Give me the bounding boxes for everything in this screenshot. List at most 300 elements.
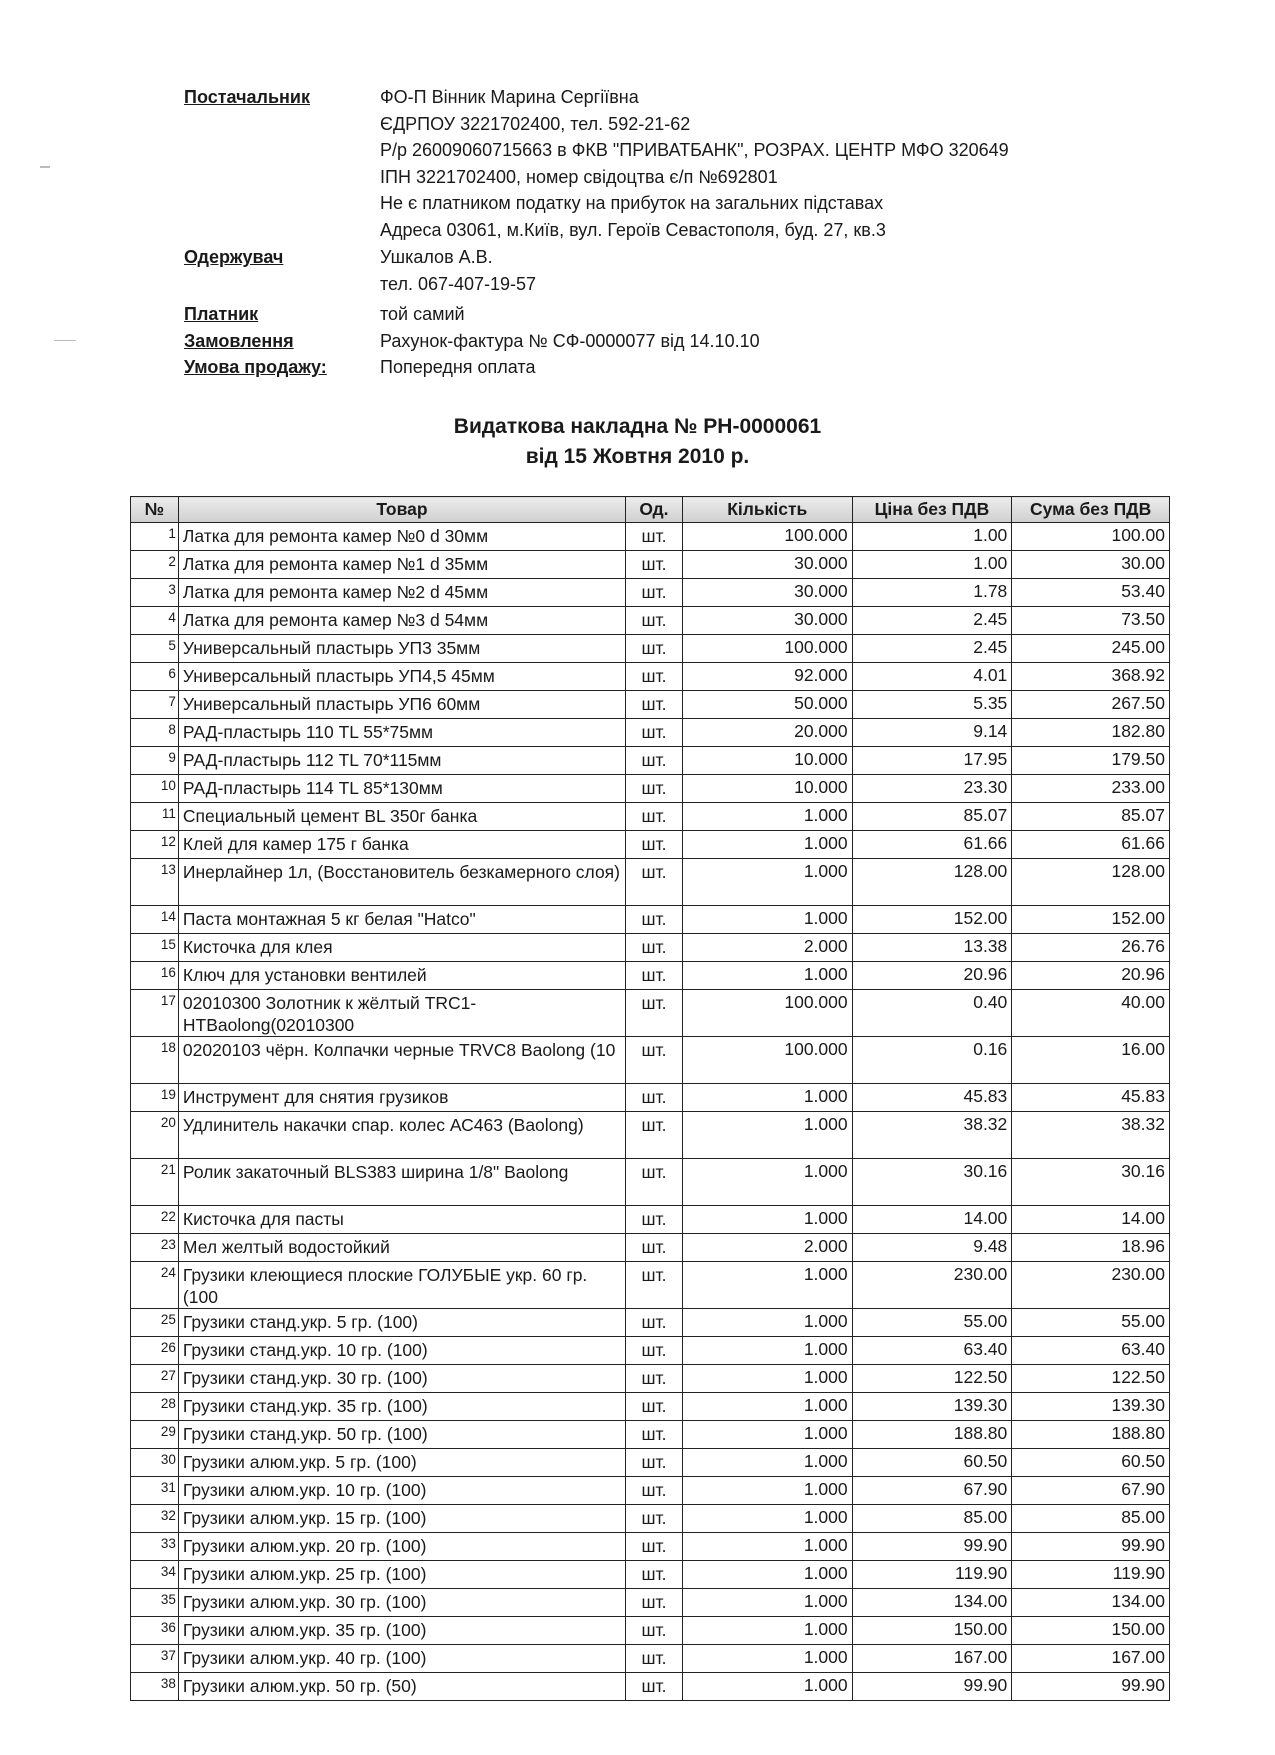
row-price: 13.38 [852,934,1012,962]
row-price: 38.32 [852,1112,1012,1159]
row-goods-name: РАД-пластырь 114 TL 85*130мм [178,775,625,803]
order-value: Рахунок-фактура № СФ-0000077 від 14.10.10 [380,330,760,351]
table-row [131,1477,1170,1505]
row-number: 24 [131,1262,179,1309]
row-number: 27 [131,1365,179,1393]
table-row [131,1262,1170,1309]
scan-mark [40,166,50,168]
row-number: 1 [131,523,179,551]
row-goods-name: Грузики станд.укр. 30 гр. (100) [178,1365,625,1393]
row-sum: 230.00 [1012,1262,1170,1309]
row-quantity: 1.000 [682,1262,852,1309]
row-number: 6 [131,663,179,691]
row-number: 36 [131,1617,179,1645]
terms-label: Умова продажу: [184,357,327,377]
row-number: 9 [131,747,179,775]
order-label: Замовлення [184,330,294,351]
row-goods-name: Универсальный пластырь УП6 60мм [178,691,625,719]
table-row [131,1337,1170,1365]
row-sum: 38.32 [1012,1112,1170,1159]
row-unit: шт. [625,1309,682,1337]
recipient-line: Ушкалов А.В. [380,247,493,267]
row-goods-name: Универсальный пластырь УП3 35мм [178,635,625,663]
row-number: 19 [131,1084,179,1112]
row-price: 0.16 [852,1037,1012,1084]
supplier-line: Адреса 03061, м.Київ, вул. Героїв Севастополя, буд. 27, кв.3 [380,219,886,240]
row-quantity: 100.000 [682,990,852,1037]
row-quantity: 30.000 [682,579,852,607]
row-price: 2.45 [852,607,1012,635]
row-goods-name: Клей для камер 175 г банка [178,831,625,859]
row-price: 134.00 [852,1589,1012,1617]
row-price: 20.96 [852,962,1012,990]
row-sum: 61.66 [1012,831,1170,859]
row-number: 29 [131,1421,179,1449]
title-date: від 15 Жовтня 2010 р. [525,445,750,468]
row-sum: 18.96 [1012,1234,1170,1262]
row-goods-name: Мел желтый водостойкий [178,1234,625,1262]
row-goods-name: Грузики станд.укр. 50 гр. (100) [178,1421,625,1449]
row-sum: 85.00 [1012,1505,1170,1533]
row-unit: шт. [625,635,682,663]
terms-block [184,354,1184,381]
row-unit: шт. [625,1589,682,1617]
row-unit: шт. [625,663,682,691]
row-price: 55.00 [852,1309,1012,1337]
row-unit: шт. [625,1421,682,1449]
row-unit: шт. [625,1084,682,1112]
row-quantity: 1.000 [682,1421,852,1449]
row-unit: шт. [625,1645,682,1673]
row-goods-name: 02020103 чёрн. Колпачки черные TRVC8 Baolong (10 [178,1037,625,1084]
table-row [131,1533,1170,1561]
row-price: 119.90 [852,1561,1012,1589]
row-sum: 134.00 [1012,1589,1170,1617]
row-number: 5 [131,635,179,663]
row-quantity: 50.000 [682,691,852,719]
row-unit: шт. [625,1159,682,1206]
row-price: 30.16 [852,1159,1012,1206]
row-quantity: 1.000 [682,962,852,990]
row-quantity: 1.000 [682,1159,852,1206]
table-row [131,990,1170,1037]
table-row [131,934,1170,962]
row-unit: шт. [625,1449,682,1477]
row-price: 0.40 [852,990,1012,1037]
row-sum: 139.30 [1012,1393,1170,1421]
row-price: 230.00 [852,1262,1012,1309]
row-price: 17.95 [852,747,1012,775]
supplier-line: Не є платником податку на прибуток на загальних підставах [380,193,884,213]
table-row [131,1234,1170,1262]
row-goods-name: Грузики алюм.укр. 40 гр. (100) [178,1645,625,1673]
row-unit: шт. [625,747,682,775]
row-unit: шт. [625,1262,682,1309]
row-goods-name: Грузики клеющиеся плоские ГОЛУБЫЕ укр. 60 гр. (100 [178,1262,625,1309]
table-header-row [131,497,1170,523]
row-sum: 63.40 [1012,1337,1170,1365]
row-goods-name: Латка для ремонта камер №3 d 54мм [178,607,625,635]
header-goods: Товар [178,497,625,523]
payer-label: Платник [184,304,259,324]
row-number: 17 [131,990,179,1037]
table-row [131,1561,1170,1589]
table-row [131,775,1170,803]
supplier-line: ЄДРПОУ 3221702400, тел. 592-21-62 [380,113,691,134]
row-number: 35 [131,1589,179,1617]
row-quantity: 1.000 [682,1589,852,1617]
row-quantity: 100.000 [682,523,852,551]
payer-value: той самий [380,304,465,324]
row-number: 34 [131,1561,179,1589]
row-number: 7 [131,691,179,719]
row-unit: шт. [625,803,682,831]
row-price: 5.35 [852,691,1012,719]
row-price: 63.40 [852,1337,1012,1365]
row-unit: шт. [625,1477,682,1505]
row-quantity: 2.000 [682,1234,852,1262]
row-price: 150.00 [852,1617,1012,1645]
row-sum: 182.80 [1012,719,1170,747]
row-unit: шт. [625,962,682,990]
recipient-details [380,244,1184,297]
row-goods-name: Инструмент для снятия грузиков [178,1084,625,1112]
header-number: № [131,497,179,523]
row-unit: шт. [625,1112,682,1159]
document-header [184,84,1184,381]
row-unit: шт. [625,934,682,962]
row-number: 32 [131,1505,179,1533]
goods-table [130,496,1170,1701]
row-number: 21 [131,1159,179,1206]
row-price: 23.30 [852,775,1012,803]
row-unit: шт. [625,775,682,803]
row-number: 25 [131,1309,179,1337]
row-quantity: 1.000 [682,803,852,831]
row-goods-name: Латка для ремонта камер №2 d 45мм [178,579,625,607]
row-goods-name: Специальный цемент BL 350г банка [178,803,625,831]
table-row [131,551,1170,579]
row-goods-name: Грузики станд.укр. 5 гр. (100) [178,1309,625,1337]
table-row [131,962,1170,990]
row-quantity: 100.000 [682,635,852,663]
row-price: 9.48 [852,1234,1012,1262]
row-goods-name: Паста монтажная 5 кг белая "Hatco" [178,906,625,934]
row-number: 12 [131,831,179,859]
row-sum: 20.96 [1012,962,1170,990]
table-row [131,1309,1170,1337]
row-goods-name: Латка для ремонта камер №1 d 35мм [178,551,625,579]
row-number: 3 [131,579,179,607]
row-sum: 233.00 [1012,775,1170,803]
row-sum: 179.50 [1012,747,1170,775]
row-goods-name: РАД-пластырь 112 TL 70*115мм [178,747,625,775]
table-row [131,1421,1170,1449]
row-unit: шт. [625,990,682,1037]
row-quantity: 1.000 [682,1337,852,1365]
recipient-line: тел. 067-407-19-57 [380,273,537,294]
row-sum: 119.90 [1012,1561,1170,1589]
row-sum: 53.40 [1012,579,1170,607]
title-line: Видаткова накладна № РН-0000061 [453,415,822,438]
row-quantity: 10.000 [682,775,852,803]
table-row [131,1645,1170,1673]
table-row [131,635,1170,663]
row-price: 9.14 [852,719,1012,747]
row-sum: 267.50 [1012,691,1170,719]
row-unit: шт. [625,691,682,719]
row-sum: 128.00 [1012,859,1170,906]
row-sum: 45.83 [1012,1084,1170,1112]
row-goods-name: Грузики алюм.укр. 30 гр. (100) [178,1589,625,1617]
row-unit: шт. [625,1561,682,1589]
row-quantity: 1.000 [682,1112,852,1159]
row-price: 128.00 [852,859,1012,906]
row-price: 61.66 [852,831,1012,859]
row-unit: шт. [625,1365,682,1393]
row-quantity: 10.000 [682,747,852,775]
row-goods-name: 02010300 Золотник к жёлтый TRC1-HTBaolong(02010300 [178,990,625,1037]
row-price: 122.50 [852,1365,1012,1393]
row-unit: шт. [625,523,682,551]
supplier-line: Р/р 26009060715663 в ФКВ "ПРИВАТБАНК", РОЗРАХ. ЦЕНТР МФО 320649 [380,140,1009,160]
supplier-line: ІПН 3221702400, номер свідоцтва є/п №692801 [380,166,778,187]
row-quantity: 1.000 [682,1505,852,1533]
row-goods-name: Грузики алюм.укр. 35 гр. (100) [178,1617,625,1645]
row-number: 26 [131,1337,179,1365]
row-quantity: 1.000 [682,1673,852,1701]
table-row [131,1393,1170,1421]
row-price: 85.07 [852,803,1012,831]
row-goods-name: Инерлайнер 1л, (Восстановитель безкамерного слоя) [178,859,625,906]
row-price: 99.90 [852,1673,1012,1701]
table-row [131,831,1170,859]
row-sum: 14.00 [1012,1206,1170,1234]
header-quantity: Кількість [682,497,852,523]
table-row [131,663,1170,691]
row-unit: шт. [625,1533,682,1561]
row-price: 67.90 [852,1477,1012,1505]
row-sum: 73.50 [1012,607,1170,635]
row-goods-name: Грузики алюм.укр. 25 гр. (100) [178,1561,625,1589]
row-goods-name: Грузики алюм.укр. 50 гр. (50) [178,1673,625,1701]
row-goods-name: Кисточка для пасты [178,1206,625,1234]
row-quantity: 30.000 [682,551,852,579]
row-goods-name: Ролик закаточный BLS383 ширина 1/8" Baolong [178,1159,625,1206]
supplier-block [184,84,1184,243]
row-unit: шт. [625,551,682,579]
table-row [131,1084,1170,1112]
row-quantity: 30.000 [682,607,852,635]
row-sum: 40.00 [1012,990,1170,1037]
table-row [131,691,1170,719]
row-number: 14 [131,906,179,934]
row-goods-name: Кисточка для клея [178,934,625,962]
row-sum: 122.50 [1012,1365,1170,1393]
terms-value: Попередня оплата [380,357,536,377]
row-quantity: 1.000 [682,1084,852,1112]
row-sum: 30.00 [1012,551,1170,579]
recipient-label: Одержувач [184,247,284,267]
row-sum: 67.90 [1012,1477,1170,1505]
row-goods-name: Латка для ремонта камер №0 d 30мм [178,523,625,551]
row-number: 8 [131,719,179,747]
header-price: Ціна без ПДВ [852,497,1012,523]
table-row [131,1505,1170,1533]
row-quantity: 2.000 [682,934,852,962]
table-row [131,719,1170,747]
row-number: 37 [131,1645,179,1673]
row-number: 4 [131,607,179,635]
row-unit: шт. [625,1037,682,1084]
row-goods-name: Грузики алюм.укр. 5 гр. (100) [178,1449,625,1477]
supplier-details [380,84,1184,243]
row-quantity: 1.000 [682,859,852,906]
row-goods-name: Грузики алюм.укр. 20 гр. (100) [178,1533,625,1561]
row-sum: 150.00 [1012,1617,1170,1645]
row-number: 22 [131,1206,179,1234]
row-sum: 55.00 [1012,1309,1170,1337]
row-unit: шт. [625,831,682,859]
row-price: 188.80 [852,1421,1012,1449]
row-number: 11 [131,803,179,831]
row-price: 1.78 [852,579,1012,607]
table-row [131,747,1170,775]
row-unit: шт. [625,1206,682,1234]
row-unit: шт. [625,906,682,934]
order-block [184,328,1184,355]
table-row [131,1159,1170,1206]
row-price: 4.01 [852,663,1012,691]
row-price: 85.00 [852,1505,1012,1533]
document-title [0,412,1275,472]
row-number: 16 [131,962,179,990]
table-row [131,1589,1170,1617]
row-number: 33 [131,1533,179,1561]
row-sum: 245.00 [1012,635,1170,663]
table-row [131,906,1170,934]
row-quantity: 1.000 [682,1449,852,1477]
row-number: 15 [131,934,179,962]
supplier-line: ФО-П Вінник Марина Сергіївна [380,87,639,107]
row-unit: шт. [625,1673,682,1701]
supplier-label: Постачальник [184,87,310,107]
row-goods-name: Грузики станд.укр. 35 гр. (100) [178,1393,625,1421]
row-unit: шт. [625,1505,682,1533]
row-number: 31 [131,1477,179,1505]
row-sum: 16.00 [1012,1037,1170,1084]
recipient-block [184,244,1184,297]
row-number: 20 [131,1112,179,1159]
row-quantity: 1.000 [682,1617,852,1645]
table-row [131,1037,1170,1084]
table-row [131,1206,1170,1234]
row-quantity: 1.000 [682,1393,852,1421]
row-price: 139.30 [852,1393,1012,1421]
table-row [131,579,1170,607]
row-sum: 60.50 [1012,1449,1170,1477]
header-sum: Сума без ПДВ [1012,497,1170,523]
scan-mark [54,340,76,341]
row-number: 10 [131,775,179,803]
row-price: 2.45 [852,635,1012,663]
row-unit: шт. [625,1337,682,1365]
table-row [131,859,1170,906]
row-sum: 152.00 [1012,906,1170,934]
table-row [131,1449,1170,1477]
row-price: 14.00 [852,1206,1012,1234]
table-row [131,803,1170,831]
row-number: 23 [131,1234,179,1262]
row-number: 2 [131,551,179,579]
table-row [131,1365,1170,1393]
row-unit: шт. [625,607,682,635]
table-row [131,1617,1170,1645]
row-quantity: 1.000 [682,1477,852,1505]
row-quantity: 1.000 [682,1645,852,1673]
row-sum: 85.07 [1012,803,1170,831]
row-price: 99.90 [852,1533,1012,1561]
row-quantity: 1.000 [682,1533,852,1561]
row-price: 60.50 [852,1449,1012,1477]
row-price: 167.00 [852,1645,1012,1673]
row-number: 18 [131,1037,179,1084]
row-sum: 30.16 [1012,1159,1170,1206]
header-unit: Од. [625,497,682,523]
row-goods-name: Грузики алюм.укр. 10 гр. (100) [178,1477,625,1505]
row-quantity: 1.000 [682,1365,852,1393]
row-goods-name: Ключ для установки вентилей [178,962,625,990]
row-number: 38 [131,1673,179,1701]
row-goods-name: Удлинитель накачки спар. колес АС463 (Baolong) [178,1112,625,1159]
row-price: 45.83 [852,1084,1012,1112]
row-goods-name: Универсальный пластырь УП4,5 45мм [178,663,625,691]
table-row [131,1673,1170,1701]
row-sum: 100.00 [1012,523,1170,551]
row-sum: 188.80 [1012,1421,1170,1449]
row-quantity: 1.000 [682,831,852,859]
row-sum: 368.92 [1012,663,1170,691]
row-number: 28 [131,1393,179,1421]
row-quantity: 20.000 [682,719,852,747]
row-price: 1.00 [852,523,1012,551]
table-row [131,607,1170,635]
table-body [131,523,1170,1701]
row-price: 1.00 [852,551,1012,579]
row-sum: 99.90 [1012,1673,1170,1701]
row-unit: шт. [625,579,682,607]
row-price: 152.00 [852,906,1012,934]
row-number: 30 [131,1449,179,1477]
row-sum: 26.76 [1012,934,1170,962]
row-quantity: 1.000 [682,1206,852,1234]
row-sum: 167.00 [1012,1645,1170,1673]
row-goods-name: Грузики алюм.укр. 15 гр. (100) [178,1505,625,1533]
row-number: 13 [131,859,179,906]
row-quantity: 1.000 [682,1309,852,1337]
row-unit: шт. [625,719,682,747]
row-quantity: 100.000 [682,1037,852,1084]
row-goods-name: Грузики станд.укр. 10 гр. (100) [178,1337,625,1365]
payer-block [184,301,1184,328]
row-unit: шт. [625,859,682,906]
row-quantity: 92.000 [682,663,852,691]
row-unit: шт. [625,1234,682,1262]
row-sum: 99.90 [1012,1533,1170,1561]
row-goods-name: РАД-пластырь 110 TL 55*75мм [178,719,625,747]
row-unit: шт. [625,1393,682,1421]
table-row [131,523,1170,551]
